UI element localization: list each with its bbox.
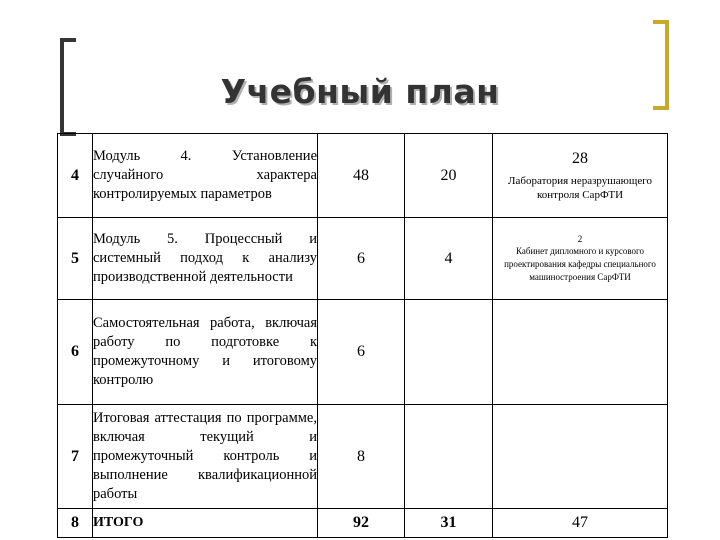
hours-total: 48 bbox=[318, 134, 405, 218]
place-number: 2 bbox=[577, 233, 583, 244]
place-total: 47 bbox=[493, 509, 668, 538]
table-row-total bbox=[58, 509, 668, 538]
module-name: Модуль 4. Установление случайного характера контролируемых параметров bbox=[93, 134, 318, 218]
hours-practice bbox=[405, 405, 493, 509]
table-row bbox=[58, 134, 668, 218]
hours-total: 6 bbox=[318, 300, 405, 405]
row-number: 4 bbox=[58, 134, 93, 218]
place-name: Кабинет дипломного и курсового проектирования кафедры специального машиностроения СарФТИ bbox=[504, 245, 656, 282]
module-name: Итоговая аттестация по программе, включая текущий и промежуточный контроль и выполнение квалификационной работы bbox=[93, 405, 318, 509]
row-number: 6 bbox=[58, 300, 93, 405]
place-number: 28 bbox=[572, 149, 588, 167]
hours-total: 8 bbox=[318, 405, 405, 509]
hours-practice bbox=[405, 300, 493, 405]
module-name: Модуль 5. Процессный и системный подход к анализу производственной деятельности bbox=[93, 218, 318, 300]
hours-total: 92 bbox=[318, 509, 405, 538]
row-number: 7 bbox=[58, 405, 93, 509]
place-cell bbox=[493, 405, 668, 509]
hours-total: 6 bbox=[318, 218, 405, 300]
total-label: ИТОГО bbox=[93, 509, 318, 538]
place-cell bbox=[493, 134, 668, 218]
table-row bbox=[58, 300, 668, 405]
place-name: Лаборатория неразрушающего контроля СарФТИ bbox=[508, 174, 652, 201]
page-title: Учебный план bbox=[220, 72, 500, 111]
hours-practice: 31 bbox=[405, 509, 493, 538]
row-number: 8 bbox=[58, 509, 93, 538]
row-number: 5 bbox=[58, 218, 93, 300]
hours-practice: 4 bbox=[405, 218, 493, 300]
table-row bbox=[58, 405, 668, 509]
module-name: Самостоятельная работа, включая работу по подготовке к промежуточному и итоговому контролю bbox=[93, 300, 318, 405]
curriculum-table bbox=[57, 133, 668, 538]
table-row bbox=[58, 218, 668, 300]
place-cell bbox=[493, 300, 668, 405]
hours-practice: 20 bbox=[405, 134, 493, 218]
place-cell bbox=[493, 218, 668, 300]
